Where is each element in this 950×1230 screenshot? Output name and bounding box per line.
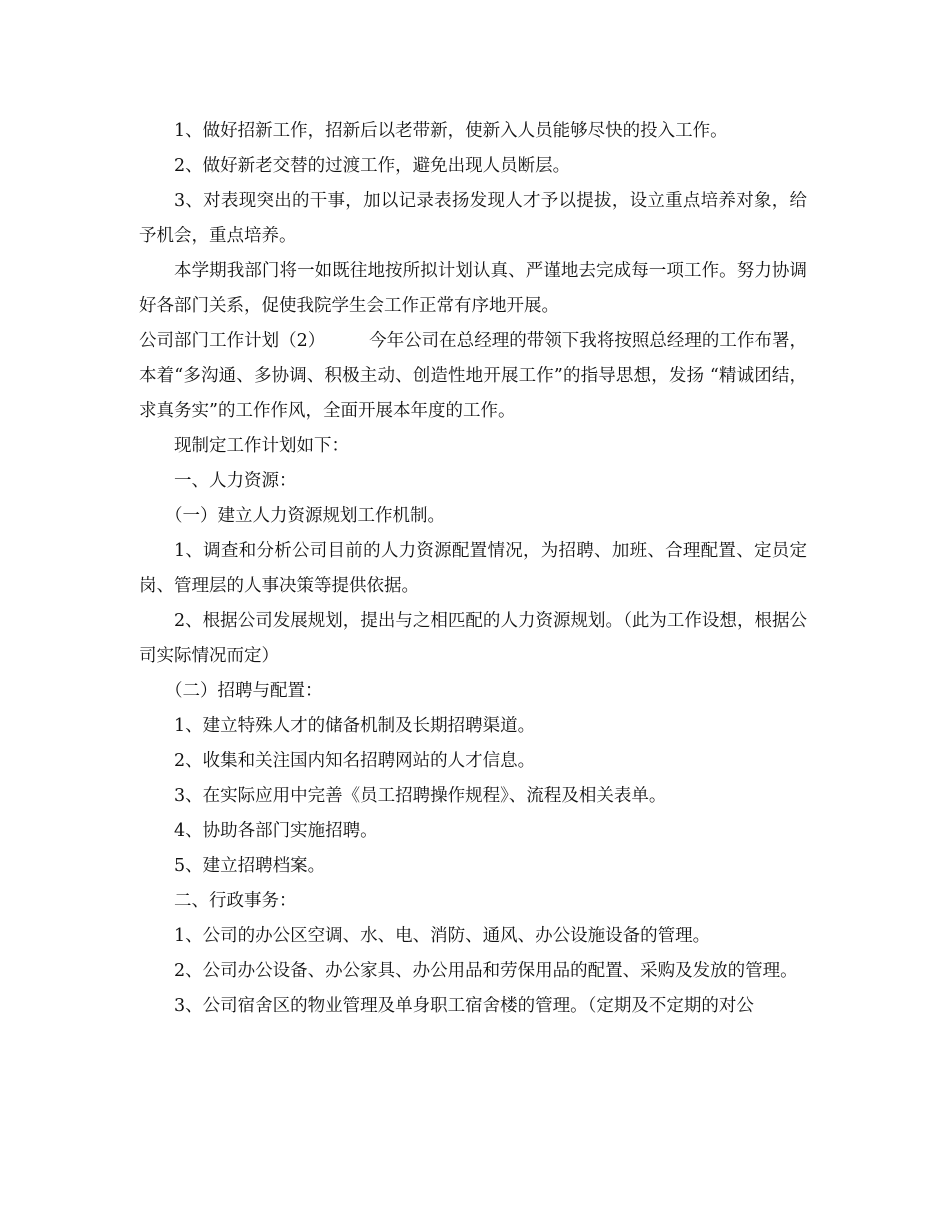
paragraph-9: 1、调查和分析公司目前的人力资源配置情况，为招聘、加班、合理配置、定员定岗、管理层的人事决策等提供依据。 <box>139 541 807 596</box>
paragraph-19: 2、公司办公设备、办公家具、办公用品和劳保用品的配置、采购及发放的管理。 <box>174 961 798 981</box>
paragraph-16: 5、建立招聘档案。 <box>174 856 326 876</box>
section-heading-admin: 二、行政事务： <box>174 891 297 911</box>
paragraph-6: 现制定工作计划如下： <box>174 436 349 456</box>
document-body <box>139 114 807 1024</box>
paragraph-3: 3、对表现突出的干事，加以记录表扬发现人才予以提拔，设立重点培养对象，给予机会，重点培养。 <box>139 191 807 246</box>
paragraph-1: 1、做好招新工作，招新后以老带新，使新入人员能够尽快的投入工作。 <box>174 121 728 141</box>
paragraph-13: 2、收集和关注国内知名招聘网站的人才信息。 <box>174 751 536 771</box>
subsection-heading-1: （一）建立人力资源规划工作机制。 <box>165 506 445 526</box>
paragraph-20: 3、公司宿舍区的物业管理及单身职工宿舍楼的管理。（定期及不定期的对公 <box>174 996 754 1016</box>
paragraph-4: 本学期我部门将一如既往地按所拟计划认真、严谨地去完成每一项工作。努力协调好各部门关系，促使我院学生会工作正常有序地开展。 <box>139 261 807 316</box>
paragraph-10: 2、根据公司发展规划，提出与之相匹配的人力资源规划。（此为工作设想，根据公司实际情况而定） <box>139 611 807 666</box>
paragraph-5: 公司部门工作计划（2） 今年公司在总经理的带领下我将按照总经理的工作布署，本着“多沟通、多协调、积极主动、创造性地开展工作”的指导思想，发扬 “精诚团结，求真务实”的工作作风，全面开展本年度的工作。 <box>139 331 807 421</box>
paragraph-18: 1、公司的办公区空调、水、电、消防、通风、办公设施设备的管理。 <box>174 926 711 946</box>
paragraph-2: 2、做好新老交替的过渡工作，避免出现人员断层。 <box>174 156 571 176</box>
paragraph-15: 4、协助各部门实施招聘。 <box>174 821 378 841</box>
subsection-heading-2: （二）招聘与配置： <box>165 681 323 701</box>
paragraph-12: 1、建立特殊人才的储备机制及长期招聘渠道。 <box>174 716 536 736</box>
paragraph-14: 3、在实际应用中完善《员工招聘操作规程》、流程及相关表单。 <box>174 786 667 806</box>
section-heading-hr: 一、人力资源： <box>174 471 297 491</box>
